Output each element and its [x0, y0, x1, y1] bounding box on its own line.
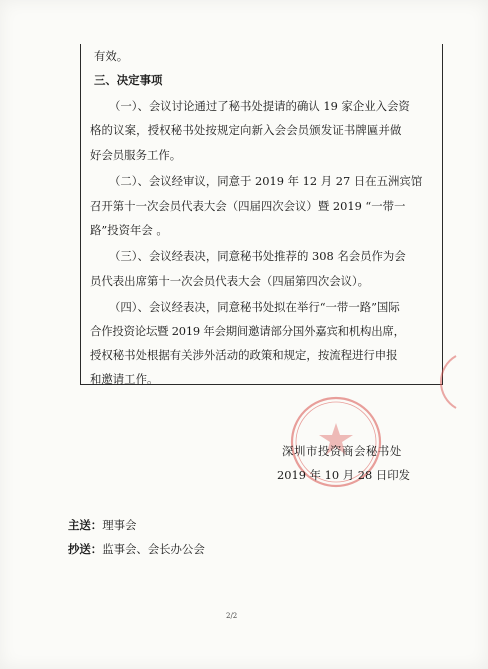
- item-1-line-2: 格的议案，授权秘书处按规定向新入会会员颁发证书牌匾并做: [90, 123, 402, 137]
- page-number: 2/2: [226, 612, 238, 620]
- item-2-line-1: （二）、会议经审议，同意于 2019 年 12 月 27 日在五洲宾馆: [109, 174, 423, 188]
- item-4-line-2: 合作投资论坛暨 2019 年会期间邀请部分国外嘉宾和机构出席，: [90, 324, 405, 338]
- item-2-line-3: 路”投资年会 。: [90, 223, 168, 237]
- item-4-line-4: 和邀请工作。: [90, 372, 159, 386]
- distribution-cc-label: 抄送：: [68, 542, 103, 556]
- item-4-line-1: （四）、会议经表决，同意秘书处拟在举行“一带一路”国际: [109, 300, 400, 314]
- issue-date: 2019 年 10 月 28 日印发: [277, 468, 411, 482]
- distribution-to-value: 理事会: [102, 518, 137, 532]
- item-1-line-3: 好会员服务工作。: [90, 148, 182, 162]
- item-3-line-1: （三）、会议经表决，同意秘书处推荐的 308 名会员作为会: [109, 249, 406, 263]
- distribution-to-label: 主送：: [68, 518, 103, 532]
- section-heading: 三、决定事项: [94, 73, 163, 87]
- item-3-line-2: 员代表出席第十一次会员代表大会（四届第四次会议）。: [90, 274, 370, 288]
- body-line-1: 有效。: [94, 49, 129, 63]
- distribution-to: [68, 518, 136, 532]
- issuing-organization: 深圳市投资商会秘书处: [282, 444, 402, 458]
- edge-seal-fragment: [418, 352, 458, 412]
- item-2-line-2: 召开第十一次会员代表大会（四届四次会议）暨 2019 “一带一: [90, 199, 406, 213]
- distribution-cc: [68, 542, 205, 556]
- distribution-cc-value: 监事会、会长办公会: [102, 542, 205, 556]
- item-1-line-1: （一）、会议讨论通过了秘书处提请的确认 19 家企业入会资: [109, 99, 410, 113]
- item-4-line-3: 授权秘书处根据有关涉外活动的政策和规定，按流程进行申报: [90, 348, 398, 362]
